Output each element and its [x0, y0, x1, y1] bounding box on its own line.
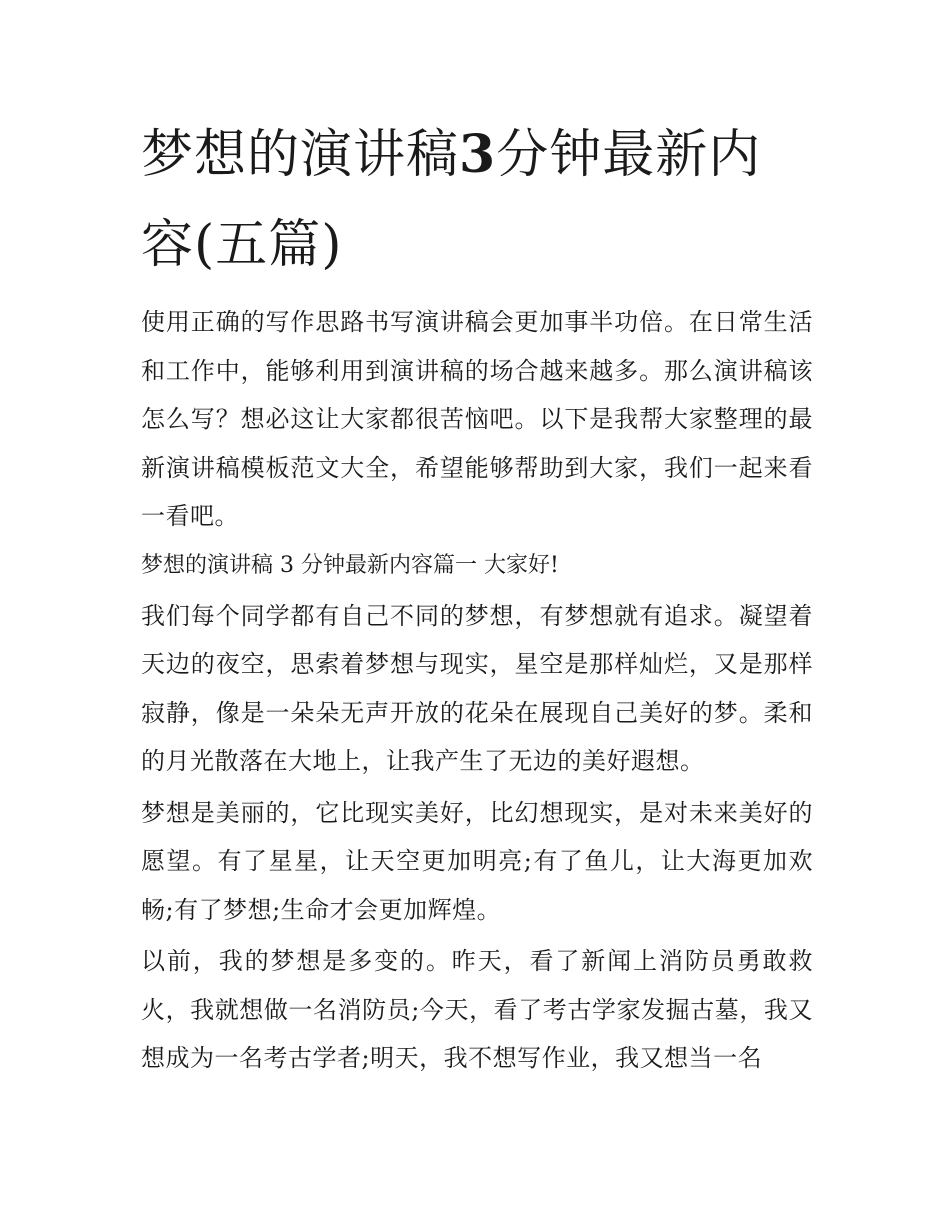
intro-paragraph: 使用正确的写作思路书写演讲稿会更加事半功倍。在日常生活和工作中，能够利用到演讲稿的场合越来越多。那么演讲稿该怎么写？想必这让大家都很苦恼吧。以下是我帮大家整理的最新演讲稿模板范文大全，希望能够帮助到大家，我们一起来看一看吧。: [141, 308, 813, 530]
body-paragraph: 梦想是美丽的，它比现实美好，比幻想现实，是对未来美好的愿望。有了星星，让天空更加明亮;有了鱼儿，让大海更加欢畅;有了梦想;生命才会更加辉煌。: [141, 798, 813, 924]
section-heading: 梦想的演讲稿 3 分钟最新内容篇一 大家好!: [141, 552, 559, 578]
body-paragraph: 以前，我的梦想是多变的。昨天，看了新闻上消防员勇敢救火，我就想做一名消防员;今天，看了考古学家发掘古墓，我又想成为一名考古学者;明天，我不想写作业，我又想当一名: [141, 947, 813, 1072]
body-paragraph: 我们每个同学都有自己不同的梦想，有梦想就有追求。凝望着天边的夜空，思索着梦想与现实，星空是那样灿烂，又是那样寂静，像是一朵朵无声开放的花朵在展现自己美好的梦。柔和的月光散落在大地上，让我产生了无边的美好遐想。: [141, 601, 813, 775]
document-page: [141, 110, 813, 1086]
document-title: 梦想的演讲稿3分钟最新内容(五篇): [141, 124, 762, 275]
